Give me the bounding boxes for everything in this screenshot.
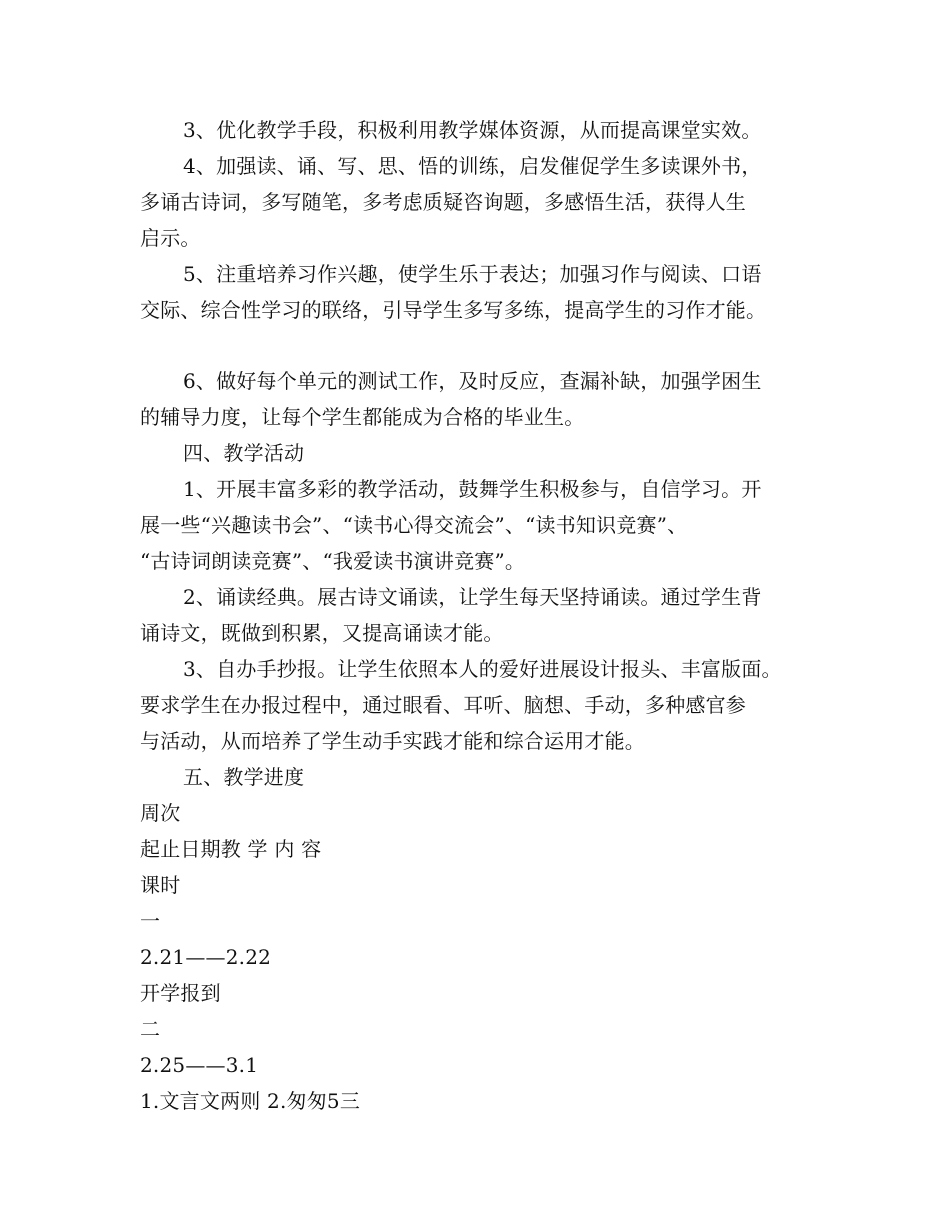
section-heading: 五、教学进度 bbox=[183, 765, 305, 789]
paragraph-line: 6、做好每个单元的测试工作，及时反应，查漏补缺，加强学困生 bbox=[183, 369, 762, 393]
paragraph-line: 5、注重培养习作兴趣，使学生乐于表达；加强习作与阅读、口语 bbox=[183, 262, 762, 286]
paragraph-line: 4、加强读、诵、写、思、悟的训练，启发催促学生多读课外书， bbox=[183, 154, 762, 178]
table-cell-content: 1.文言文两则 2.匆匆5三 bbox=[140, 1089, 361, 1113]
table-cell-week: 二 bbox=[140, 1017, 161, 1041]
table-header-hours: 课时 bbox=[140, 873, 181, 897]
paragraph-line: 交际、综合性学习的联络，引导学生多写多练，提高学生的习作才能。 bbox=[140, 298, 767, 322]
table-header-date-content: 起止日期教 学 内 容 bbox=[140, 837, 322, 861]
paragraph-line: 诵诗文，既做到积累，又提高诵读才能。 bbox=[140, 621, 504, 645]
table-cell-date: 2.25——3.1 bbox=[140, 1053, 259, 1077]
paragraph-line: 3、自办手抄报。让学生依照本人的爱好进展设计报头、丰富版面。 bbox=[183, 657, 782, 681]
paragraph-line: 要求学生在办报过程中，通过眼看、耳听、脑想、手动，多种感官参 bbox=[140, 693, 746, 717]
table-cell-date: 2.21——2.22 bbox=[140, 945, 272, 969]
paragraph-line: 多诵古诗词，多写随笔，多考虑质疑咨询题，多感悟生活，获得人生 bbox=[140, 190, 746, 214]
table-header-week: 周次 bbox=[140, 801, 181, 825]
paragraph-line: 2、诵读经典。展古诗文诵读，让学生每天坚持诵读。通过学生背 bbox=[183, 585, 762, 609]
paragraph-line: 启示。 bbox=[140, 226, 201, 250]
paragraph-line: 的辅导力度，让每个学生都能成为合格的毕业生。 bbox=[140, 405, 585, 429]
paragraph-line: 3、优化教学手段，积极利用教学媒体资源，从而提高课堂实效。 bbox=[183, 118, 762, 142]
paragraph-line: 1、开展丰富多彩的教学活动，鼓舞学生积极参与，自信学习。开 bbox=[183, 477, 762, 501]
paragraph-line: “古诗词朗读竞赛”、“我爱读书演讲竞赛”。 bbox=[140, 549, 526, 573]
table-cell-content: 开学报到 bbox=[140, 981, 221, 1005]
paragraph-line: 展一些“兴趣读书会”、“读书心得交流会”、“读书知识竞赛”、 bbox=[140, 513, 688, 537]
section-heading: 四、教学活动 bbox=[183, 441, 305, 465]
table-cell-week: 一 bbox=[140, 909, 161, 933]
paragraph-line: 与活动，从而培养了学生动手实践才能和综合运用才能。 bbox=[140, 729, 645, 753]
